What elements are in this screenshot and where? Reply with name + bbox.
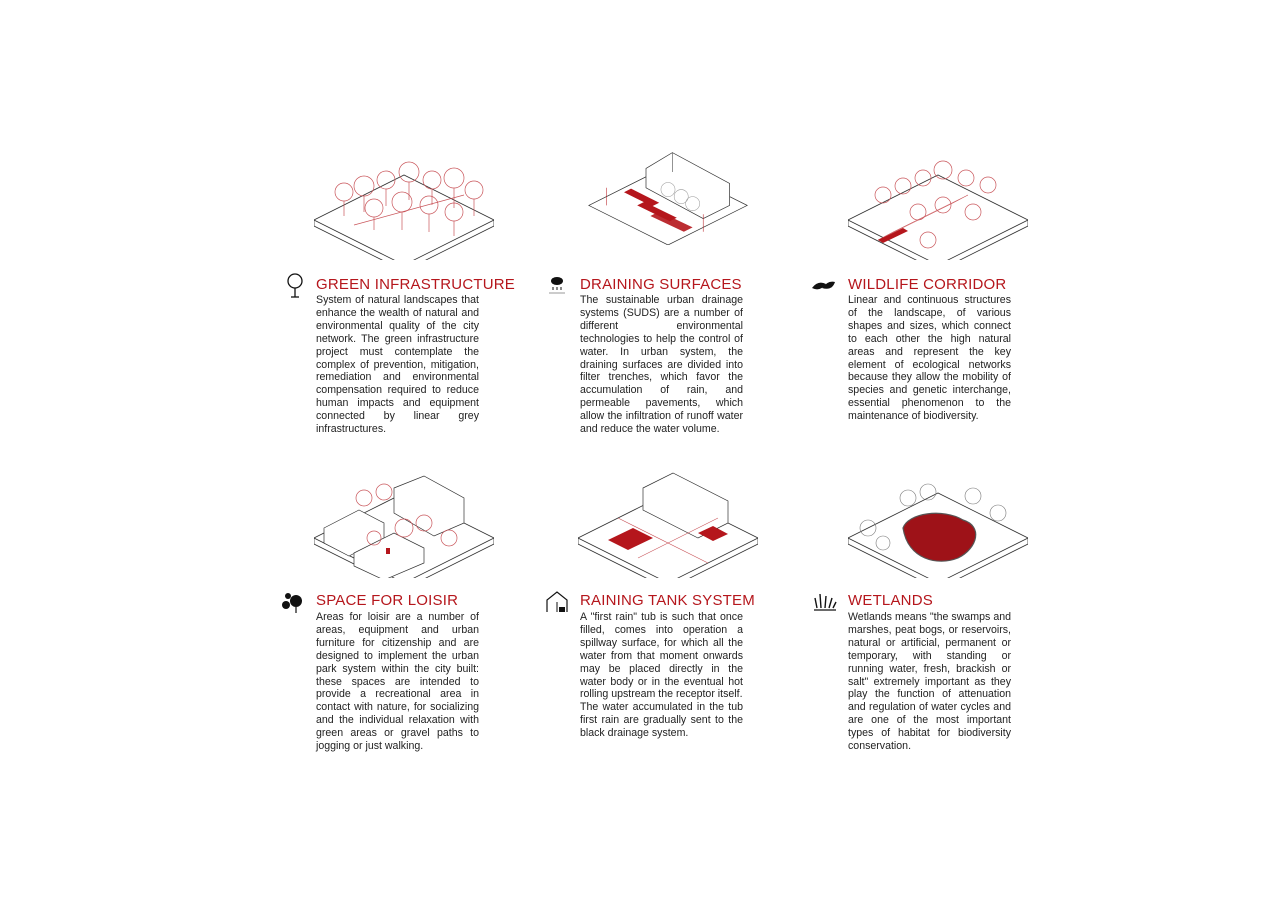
card-title: WILDLIFE CORRIDOR xyxy=(848,276,1007,293)
card-description: Linear and continuous structures of the landscape, of various shapes and sizes, which connect to each other the high natural areas and represent the key element of ecological networks because they allow the mobility of species and genetic interchange, essential phenomenon to the maintenance of biodiversity. xyxy=(848,294,1011,423)
card-wildlife-corridor xyxy=(812,150,1072,450)
card-title: DRAINING SURFACES xyxy=(580,276,742,293)
wildlife-corridor-axonometric xyxy=(848,150,1028,260)
card-title: WETLANDS xyxy=(848,592,933,609)
raining-tank-system-axonometric xyxy=(578,468,758,578)
card-description: Areas for loisir are a number of areas, equipment and urban furniture for citizenship and are designed to implement the urban park system within the city built: these spaces are intended to provide a recreational area in contact with nature, for socializing and the individual relaxation with green areas or gravel paths to jogging or just walking. xyxy=(316,611,479,753)
tree-icon xyxy=(282,272,308,298)
wetlands-axonometric xyxy=(848,468,1028,578)
card-title: SPACE FOR LOISIR xyxy=(316,592,459,609)
house-tank-icon xyxy=(544,588,570,614)
card-title: RAINING TANK SYSTEM xyxy=(580,592,755,609)
card-green-infrastructure xyxy=(282,150,542,450)
grass-water-icon xyxy=(812,588,838,614)
card-description: A "first rain" tub is such that once filled, comes into operation a spillway surface, for which all the water from that moment onwards may be placed directly in the water body or in the eventual hot rolling upstream the receptor itself. The water accumulated in the tub first rain are gradually sent to the black drainage system. xyxy=(580,611,743,740)
card-space-for-loisir xyxy=(282,468,542,768)
green-infrastructure-axonometric xyxy=(314,150,494,260)
leaves-icon xyxy=(810,274,836,300)
draining-surfaces-axonometric xyxy=(578,135,758,245)
card-title: GREEN INFRASTRUCTURE xyxy=(316,276,516,293)
rain-cloud-icon xyxy=(544,272,570,298)
space-for-loisir-axonometric xyxy=(314,468,494,578)
card-description: The sustainable urban drainage systems (SUDS) are a number of different environmental technologies to help the control of water. In urban system, the draining surfaces are divided into filter trenches, which favor the accumulation of rain, and permeable pavements, which allow the infiltration of runoff water and reduce the water volume. xyxy=(580,294,743,436)
card-description: Wetlands means "the swamps and marshes, peat bogs, or reservoirs, natural or artificial, permanent or temporary, with standing or running water, fresh, brackish or salt" extremely important as they play the function of attenuation and regulation of water cycles and are one of the most important types of habitat for biodiversity conservation. xyxy=(848,611,1011,753)
card-raining-tank-system xyxy=(546,468,806,768)
card-wetlands xyxy=(812,468,1072,768)
trees-sun-icon xyxy=(280,588,306,614)
card-draining-surfaces xyxy=(546,150,806,450)
card-description: System of natural landscapes that enhance the wealth of natural and environmental quality of the city network. The green infrastructure project must contemplate the complex of prevention, mitigation, remediation and environmental compensation required to reduce human impacts and equipment connected by linear grey infrastructures. xyxy=(316,294,479,436)
